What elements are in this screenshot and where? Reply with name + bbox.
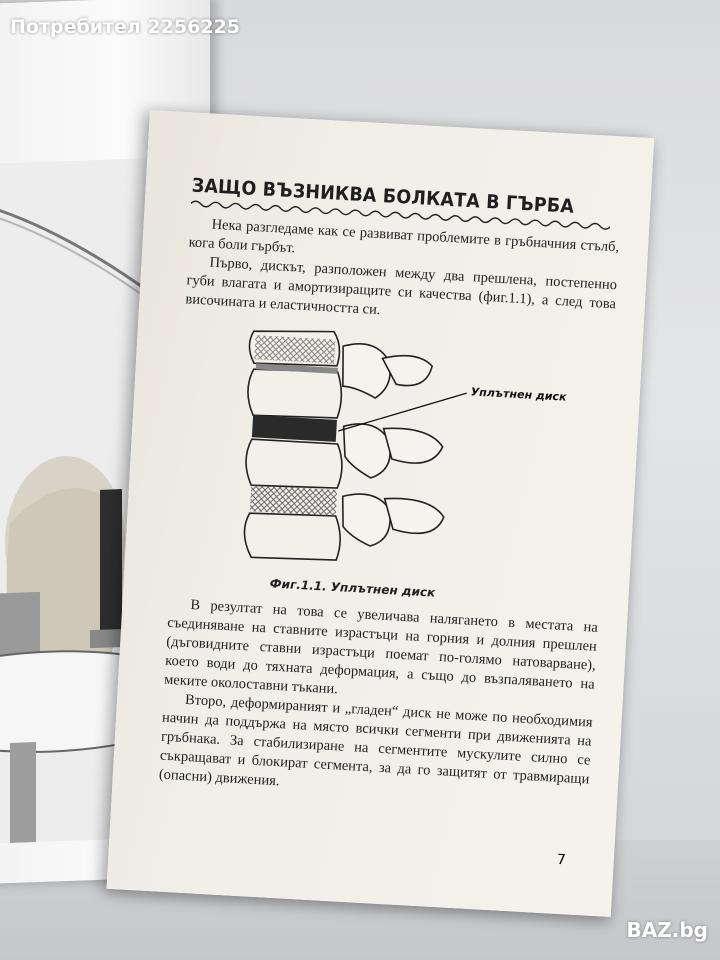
paragraph-result: В резултат на това се увеличава налягането в местата на съединяване на ставните израстъци на горния и долния прешлен (дъговидните ставни израстъци поемат по-голямо натоварване), което води до тяхната деформация, а също до възпаляването на меките околоставни тъкани.	[163, 597, 599, 698]
section-title: ЗАЩО ВЪЗНИКВА БОЛКАТА В ГЪРБА	[191, 174, 575, 218]
user-watermark: Потребител 2256225	[10, 16, 241, 38]
paragraph-second: Второ, деформираният и „гладен“ диск не може по необходимия начин да поддържа на място всички сегменти при движенията на гръбнака. За стабилизиране на сегментите мускулите силно се съкращават и блокират сегмента, за да го защитят от травмиращи (опасни) движения.	[158, 691, 593, 790]
paragraph-first: Първо, дискът, разположен между два прешлена, постепенно губи влагата и амортизиращите си качества (фиг.1.1), а след това височината и еластичността си.	[185, 254, 618, 319]
page-content	[158, 174, 621, 808]
page-number: 7	[556, 851, 567, 869]
figure-label: Уплътнен диск	[470, 385, 567, 404]
spine-figure	[171, 317, 614, 591]
paragraph-intro: Нека разгледаме как се развиват проблемите в гръбначния стълб, кога боли гърбът.	[188, 216, 620, 257]
right-book-page	[106, 110, 654, 917]
figure-caption: Фиг.1.1. Уплътнен диск	[269, 576, 436, 600]
spine-illustration	[171, 317, 614, 591]
site-logo: BAZ.bg	[626, 918, 708, 942]
